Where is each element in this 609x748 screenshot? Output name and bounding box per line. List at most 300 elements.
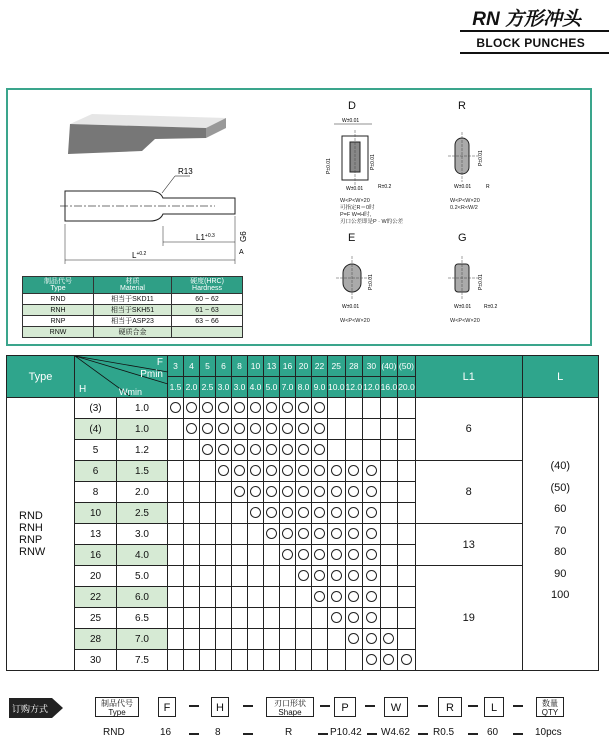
availability-cell [380,608,398,629]
availability-cell [363,419,381,440]
availability-cell [380,482,398,503]
pmin-value: 1.5 [168,377,184,398]
h-axis-label: H [79,384,87,395]
mat-row: RND 相当于SKD11 60 ~ 62 [23,294,243,305]
pmin-value: 3.0 [232,377,248,398]
svg-text:W±0.01: W±0.01 [454,304,472,310]
availability-cell [264,419,280,440]
availability-cell [280,608,296,629]
availability-cell [200,419,216,440]
available-circle-icon [314,570,325,581]
grid-row [7,398,599,419]
availability-cell [184,419,200,440]
f-value: (40) [380,356,398,377]
pmin-value: 20.0 [398,377,416,398]
svg-text:P±0.01: P±0.01 [370,154,376,170]
availability-cell [200,566,216,587]
availability-cell [216,524,232,545]
availability-cell [280,629,296,650]
dimension-grid [6,355,599,671]
availability-cell [248,482,264,503]
availability-cell [184,629,200,650]
l-value: (40) [550,460,571,472]
available-circle-icon [366,612,377,623]
availability-cell [232,440,248,461]
available-circle-icon [218,423,229,434]
l-value: 100 [551,589,570,601]
availability-cell [398,545,416,566]
radius-label: R13 [178,167,193,176]
availability-cell [312,524,328,545]
example-dash [513,733,523,735]
availability-cell [232,566,248,587]
available-circle-icon [348,486,359,497]
availability-cell [363,566,381,587]
availability-cell [398,482,416,503]
mat-row: RNP 相当于ASP23 63 ~ 66 [23,316,243,327]
order-dash [320,705,330,707]
availability-cell [296,629,312,650]
availability-cell [216,650,232,671]
available-circle-icon [298,423,309,434]
available-circle-icon [186,402,197,413]
availability-cell [264,461,280,482]
available-circle-icon [266,465,277,476]
shape-r-drawing [440,130,510,194]
availability-cell [200,524,216,545]
l1-value: 13 [415,524,522,566]
availability-cell [168,524,184,545]
availability-cell [328,440,346,461]
availability-cell [264,440,280,461]
availability-cell [296,440,312,461]
availability-cell [184,461,200,482]
f-value: 6 [216,356,232,377]
availability-cell [264,545,280,566]
availability-cell [345,398,363,419]
availability-cell [200,545,216,566]
availability-cell [168,545,184,566]
order-dash [513,705,523,707]
material-table [22,276,243,338]
available-circle-icon [331,612,342,623]
h-value: 28 [75,629,117,650]
availability-cell [264,629,280,650]
available-circle-icon [298,465,309,476]
availability-cell [328,419,346,440]
col-header-l: L [522,356,598,398]
availability-cell [248,629,264,650]
available-circle-icon [234,402,245,413]
available-circle-icon [314,444,325,455]
h-value: 22 [75,587,117,608]
h-value: 10 [75,503,117,524]
wmin-axis-label: Wmin [119,387,142,397]
available-circle-icon [282,444,293,455]
available-circle-icon [282,486,293,497]
availability-cell [184,587,200,608]
availability-cell [184,398,200,419]
availability-cell [232,398,248,419]
availability-cell [345,545,363,566]
availability-cell [200,461,216,482]
wmin-value: 7.0 [117,629,168,650]
available-circle-icon [282,423,293,434]
svg-text:订购方式: 订购方式 [12,704,49,714]
availability-cell [216,545,232,566]
order-arrow-badge [8,697,64,719]
availability-cell [345,419,363,440]
grid-row [7,524,599,545]
availability-cell [328,461,346,482]
available-circle-icon [234,486,245,497]
availability-cell [264,587,280,608]
pmin-value: 4.0 [248,377,264,398]
l-value: (50) [550,481,571,494]
availability-cell [168,419,184,440]
available-circle-icon [298,402,309,413]
availability-cell [380,419,398,440]
available-circle-icon [348,633,359,644]
availability-cell [168,587,184,608]
grid-row [7,566,599,587]
order-dash [243,705,253,707]
available-circle-icon [186,423,197,434]
available-circle-icon [234,423,245,434]
pmin-value: 10.0 [328,377,346,398]
available-circle-icon [366,633,377,644]
availability-cell [248,461,264,482]
pmin-value: 9.0 [312,377,328,398]
available-circle-icon [298,549,309,560]
wmin-value: 1.5 [117,461,168,482]
availability-cell [168,566,184,587]
punch-front-face [68,124,206,154]
availability-cell [200,587,216,608]
shape-d-drawing [316,114,406,196]
availability-cell [184,545,200,566]
header-rule-bottom [460,52,609,54]
available-circle-icon [348,591,359,602]
wmin-value: 2.0 [117,482,168,503]
l-value: 80 [554,546,567,558]
availability-cell [398,503,416,524]
availability-cell [345,587,363,608]
availability-cell [398,608,416,629]
availability-cell [232,419,248,440]
availability-cell [200,650,216,671]
availability-cell [168,608,184,629]
l-value: 90 [554,567,567,580]
availability-cell [398,398,416,419]
availability-cell [312,608,328,629]
availability-cell [168,503,184,524]
shape-e-label: E [348,232,356,244]
available-circle-icon [331,486,342,497]
availability-cell [264,398,280,419]
f-axis-label: F [156,357,163,368]
availability-cell [296,587,312,608]
available-circle-icon [250,423,261,434]
availability-cell [168,440,184,461]
available-circle-icon [348,549,359,560]
availability-cell [248,650,264,671]
pmin-value: 2.5 [200,377,216,398]
mat-row: RNW 硬质合金 [23,327,243,338]
l1-value: 6 [415,398,522,461]
availability-cell [363,608,381,629]
availability-cell [248,587,264,608]
availability-cell [248,524,264,545]
pmin-value: 16.0 [380,377,398,398]
shape-g-drawing [440,252,510,316]
available-circle-icon [314,549,325,560]
availability-cell [248,398,264,419]
pmin-value: 12.0 [345,377,363,398]
availability-cell [280,440,296,461]
availability-cell [280,482,296,503]
availability-cell [380,524,398,545]
wmin-value: 1.0 [117,419,168,440]
availability-cell [296,524,312,545]
available-circle-icon [366,486,377,497]
mat-header-material: 材质 Material [94,277,172,294]
availability-cell [296,608,312,629]
availability-cell [200,608,216,629]
availability-cell [296,482,312,503]
wmin-value: 7.5 [117,650,168,671]
availability-cell [216,419,232,440]
available-circle-icon [298,486,309,497]
available-circle-icon [266,423,277,434]
availability-cell [184,524,200,545]
example-dash [318,733,328,735]
svg-text:P±0.01: P±0.01 [326,158,332,174]
f-value: 13 [264,356,280,377]
availability-cell [232,608,248,629]
availability-cell [363,503,381,524]
page-title: RN 方形冲头 [472,9,581,30]
availability-cell [363,629,381,650]
order-field-qty: 数量 QTY [536,697,564,717]
availability-cell [280,545,296,566]
availability-cell [248,419,264,440]
availability-cell [264,650,280,671]
availability-cell [216,629,232,650]
svg-text:R±0.2: R±0.2 [484,304,498,310]
availability-cell [398,587,416,608]
availability-cell [232,503,248,524]
grid-row [7,461,599,482]
h-value: (3) [75,398,117,419]
f-value: 28 [345,356,363,377]
availability-cell [264,524,280,545]
h-value: 16 [75,545,117,566]
order-field-shape: 刃口形状 Shape [266,697,314,717]
availability-cell [184,650,200,671]
availability-cell [200,398,216,419]
available-circle-icon [348,528,359,539]
availability-cell [345,524,363,545]
availability-cell [312,482,328,503]
l1-value: 8 [415,461,522,524]
example-w: W4.62 [381,727,410,738]
available-circle-icon [250,465,261,476]
availability-cell [296,566,312,587]
availability-cell [312,566,328,587]
availability-cell [398,440,416,461]
availability-cell [280,524,296,545]
available-circle-icon [234,465,245,476]
wmin-value: 1.0 [117,398,168,419]
availability-cell [296,419,312,440]
available-circle-icon [266,528,277,539]
availability-cell [280,587,296,608]
svg-text:P±0.01: P±0.01 [478,150,484,166]
availability-cell [184,482,200,503]
h-value: 6 [75,461,117,482]
availability-cell [380,440,398,461]
f-value: 8 [232,356,248,377]
availability-cell [168,650,184,671]
svg-text:R±0.2: R±0.2 [378,184,392,190]
availability-cell [380,629,398,650]
availability-cell [312,461,328,482]
available-circle-icon [366,549,377,560]
wmin-value: 2.5 [117,503,168,524]
available-circle-icon [170,402,181,413]
available-circle-icon [250,402,261,413]
wmin-value: 6.5 [117,608,168,629]
available-circle-icon [202,402,213,413]
availability-cell [328,566,346,587]
order-dash [468,705,478,707]
pmin-value: 12.0 [363,377,381,398]
svg-text:W±0.01: W±0.01 [454,184,472,190]
l-value: 70 [554,524,567,537]
available-circle-icon [314,507,325,518]
available-circle-icon [366,507,377,518]
available-circle-icon [202,423,213,434]
available-circle-icon [331,549,342,560]
availability-cell [312,503,328,524]
type-code: RND [19,510,43,522]
availability-cell [312,587,328,608]
svg-text:W±0.01: W±0.01 [342,304,360,310]
availability-cell [312,650,328,671]
available-circle-icon [348,507,359,518]
availability-cell [312,629,328,650]
order-field-p: P [334,697,356,717]
shape-g-label: G [458,232,467,244]
l-values-cell [522,398,598,671]
availability-cell [328,650,346,671]
svg-text:W±0.01: W±0.01 [346,186,364,192]
availability-cell [398,566,416,587]
availability-cell [328,524,346,545]
availability-cell [345,650,363,671]
a-label: A [239,249,244,256]
example-dash [243,733,253,735]
f-value: 25 [328,356,346,377]
availability-cell [363,524,381,545]
availability-cell [168,461,184,482]
available-circle-icon [282,402,293,413]
availability-cell [280,419,296,440]
order-field-type: 制品代号 Type [95,697,139,717]
availability-cell [345,461,363,482]
available-circle-icon [250,507,261,518]
pmin-value: 3.0 [216,377,232,398]
availability-cell [380,398,398,419]
availability-cell [296,398,312,419]
order-dash [189,705,199,707]
available-circle-icon [314,486,325,497]
h-value: 30 [75,650,117,671]
available-circle-icon [314,528,325,539]
shape-g-notes: W<P<W×20 [450,318,480,324]
grid-corner-header [75,356,168,398]
example-r: R0.5 [433,727,455,738]
l1-value: 19 [415,566,522,671]
availability-cell [280,503,296,524]
availability-cell [168,398,184,419]
l1-dim-label: $L1^{+0.3}$ [196,233,215,242]
availability-cell [380,587,398,608]
order-field-r: R [438,697,462,717]
example-f: 16 [160,727,172,738]
available-circle-icon [266,444,277,455]
page-subtitle: BLOCK PUNCHES [476,36,585,50]
availability-cell [328,608,346,629]
availability-cell [216,566,232,587]
availability-cell [345,503,363,524]
availability-cell [363,650,381,671]
availability-cell [328,503,346,524]
availability-cell [232,482,248,503]
availability-cell [280,461,296,482]
availability-cell [398,650,416,671]
available-circle-icon [250,444,261,455]
availability-cell [363,482,381,503]
availability-cell [312,398,328,419]
available-circle-icon [366,591,377,602]
f-value: (50) [398,356,416,377]
f-value: 20 [296,356,312,377]
example-dash [418,733,428,735]
availability-cell [184,608,200,629]
availability-cell [380,503,398,524]
shape-r-notes: W<P<W×20 0.2<R<W/2 [450,198,480,211]
available-circle-icon [282,549,293,560]
shape-d-label: D [348,100,356,112]
availability-cell [232,587,248,608]
f-value: 22 [312,356,328,377]
order-field-h: H [211,697,229,717]
example-qty: 10pcs [535,727,562,738]
availability-cell [280,650,296,671]
availability-cell [398,419,416,440]
availability-cell [184,503,200,524]
available-circle-icon [366,654,377,665]
h-value: (4) [75,419,117,440]
available-circle-icon [366,465,377,476]
g6-label: G6 [239,231,248,242]
available-circle-icon [266,507,277,518]
example-h: 8 [215,727,221,738]
wmin-value: 4.0 [117,545,168,566]
available-circle-icon [250,486,261,497]
